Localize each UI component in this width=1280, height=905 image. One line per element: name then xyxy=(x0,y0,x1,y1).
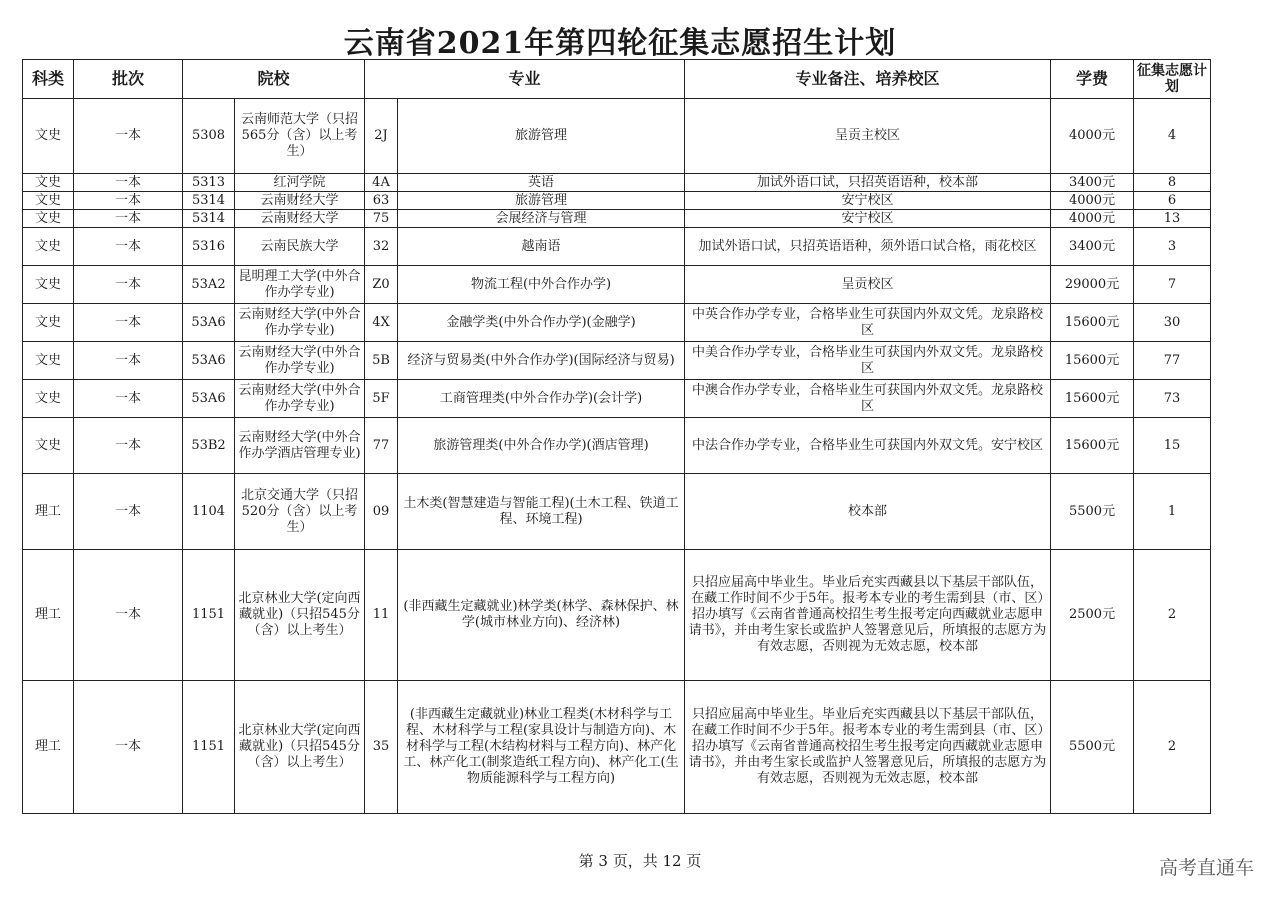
cell-school-code: 53A6 xyxy=(183,304,235,342)
cell-major: 金融学类(中外合作办学)(金融学) xyxy=(398,304,685,342)
cell-school-code: 5313 xyxy=(183,174,235,192)
cell-major: 旅游管理 xyxy=(398,192,685,210)
cell-plan: 7 xyxy=(1134,266,1211,304)
cell-category: 文史 xyxy=(23,380,74,418)
cell-school-name: 云南财经大学(中外合作办学专业) xyxy=(235,342,365,380)
cell-school-name: 云南财经大学(中外合作办学专业) xyxy=(235,304,365,342)
cell-major: (非西藏生定藏就业)林学类(林学、森林保护、林学(城市林业方向)、经济林) xyxy=(398,550,685,681)
cell-school-code: 1104 xyxy=(183,474,235,550)
cell-batch: 一本 xyxy=(74,474,183,550)
table-row xyxy=(23,228,1211,266)
cell-tuition: 3400元 xyxy=(1051,228,1134,266)
cell-plan: 2 xyxy=(1134,550,1211,681)
cell-notes: 只招应届高中毕业生。毕业后充实西藏县以下基层干部队伍，在藏工作时间不少于5年。报考本专业的考生需到县（市、区）招办填写《云南省普通高校招生考生报考定向西藏就业志愿申请书》，并由考生家长或监护人签署意见后，所填报的志愿方为有效志愿，否则视为无效志愿，校本部 xyxy=(685,681,1051,814)
table-row xyxy=(23,210,1211,228)
cell-plan: 77 xyxy=(1134,342,1211,380)
cell-school-name: 北京交通大学（只招520分（含）以上考生） xyxy=(235,474,365,550)
cell-major-code: 5B xyxy=(365,342,398,380)
header-notes: 专业备注、培养校区 xyxy=(685,60,1051,99)
cell-major-code: 4A xyxy=(365,174,398,192)
cell-batch: 一本 xyxy=(74,210,183,228)
cell-major-code: 35 xyxy=(365,681,398,814)
header-major: 专业 xyxy=(365,60,685,99)
header-batch: 批次 xyxy=(74,60,183,99)
cell-tuition: 3400元 xyxy=(1051,174,1134,192)
cell-school-code: 5314 xyxy=(183,192,235,210)
cell-category: 文史 xyxy=(23,99,74,174)
cell-major: 物流工程(中外合作办学) xyxy=(398,266,685,304)
page-title: 云南省2021年第四轮征集志愿招生计划 xyxy=(343,26,897,61)
cell-major: 旅游管理 xyxy=(398,99,685,174)
cell-school-code: 53B2 xyxy=(183,418,235,474)
cell-school-code: 5316 xyxy=(183,228,235,266)
cell-tuition: 15600元 xyxy=(1051,380,1134,418)
cell-school-name: 昆明理工大学(中外合作办学专业) xyxy=(235,266,365,304)
cell-category: 理工 xyxy=(23,550,74,681)
cell-school-name: 北京林业大学(定向西藏就业)（只招545分（含）以上考生） xyxy=(235,681,365,814)
cell-major-code: 11 xyxy=(365,550,398,681)
table-row xyxy=(23,304,1211,342)
cell-category: 文史 xyxy=(23,174,74,192)
cell-school-code: 1151 xyxy=(183,681,235,814)
cell-batch: 一本 xyxy=(74,99,183,174)
cell-category: 理工 xyxy=(23,474,74,550)
cell-school-code: 53A6 xyxy=(183,380,235,418)
cell-batch: 一本 xyxy=(74,228,183,266)
cell-notes: 中英合作办学专业，合格毕业生可获国内外双文凭。龙泉路校区 xyxy=(685,304,1051,342)
table-row xyxy=(23,192,1211,210)
cell-plan: 30 xyxy=(1134,304,1211,342)
cell-tuition: 15600元 xyxy=(1051,418,1134,474)
cell-batch: 一本 xyxy=(74,418,183,474)
cell-school-code: 1151 xyxy=(183,550,235,681)
cell-batch: 一本 xyxy=(74,681,183,814)
cell-major-code: 4X xyxy=(365,304,398,342)
cell-major-code: 63 xyxy=(365,192,398,210)
cell-major-code: 2J xyxy=(365,99,398,174)
cell-plan: 6 xyxy=(1134,192,1211,210)
cell-school-code: 53A2 xyxy=(183,266,235,304)
cell-notes: 加试外语口试，只招英语语种，校本部 xyxy=(685,174,1051,192)
cell-school-name: 云南财经大学(中外合作办学专业) xyxy=(235,380,365,418)
cell-notes: 加试外语口试，只招英语语种，须外语口试合格，雨花校区 xyxy=(685,228,1051,266)
table-row xyxy=(23,99,1211,174)
cell-school-name: 北京林业大学(定向西藏就业)（只招545分（含）以上考生） xyxy=(235,550,365,681)
cell-notes: 安宁校区 xyxy=(685,192,1051,210)
cell-major: 旅游管理类(中外合作办学)(酒店管理) xyxy=(398,418,685,474)
cell-school-code: 5308 xyxy=(183,99,235,174)
cell-category: 文史 xyxy=(23,304,74,342)
cell-major: 会展经济与管理 xyxy=(398,210,685,228)
table-row xyxy=(23,266,1211,304)
cell-notes: 中美合作办学专业，合格毕业生可获国内外双文凭。龙泉路校区 xyxy=(685,342,1051,380)
cell-batch: 一本 xyxy=(74,192,183,210)
cell-major: 土木类(智慧建造与智能工程)(土木工程、铁道工程、环境工程) xyxy=(398,474,685,550)
cell-tuition: 5500元 xyxy=(1051,681,1134,814)
cell-batch: 一本 xyxy=(74,304,183,342)
cell-tuition: 15600元 xyxy=(1051,304,1134,342)
cell-notes: 中澳合作办学专业，合格毕业生可获国内外双文凭。龙泉路校区 xyxy=(685,380,1051,418)
cell-category: 文史 xyxy=(23,342,74,380)
cell-tuition: 29000元 xyxy=(1051,266,1134,304)
table-row xyxy=(23,174,1211,192)
cell-category: 理工 xyxy=(23,681,74,814)
cell-tuition: 4000元 xyxy=(1051,210,1134,228)
cell-major: 英语 xyxy=(398,174,685,192)
cell-notes: 安宁校区 xyxy=(685,210,1051,228)
cell-tuition: 5500元 xyxy=(1051,474,1134,550)
cell-notes: 校本部 xyxy=(685,474,1051,550)
cell-category: 文史 xyxy=(23,228,74,266)
cell-tuition: 2500元 xyxy=(1051,550,1134,681)
cell-plan: 8 xyxy=(1134,174,1211,192)
cell-batch: 一本 xyxy=(74,550,183,681)
cell-plan: 1 xyxy=(1134,474,1211,550)
table-row xyxy=(23,681,1211,814)
cell-batch: 一本 xyxy=(74,174,183,192)
cell-major: 经济与贸易类(中外合作办学)(国际经济与贸易) xyxy=(398,342,685,380)
cell-major-code: Z0 xyxy=(365,266,398,304)
cell-batch: 一本 xyxy=(74,266,183,304)
cell-major-code: 75 xyxy=(365,210,398,228)
cell-major: (非西藏生定藏就业)林业工程类(木材科学与工程、木材科学与工程(家具设计与制造方向)、木材科学与工程(木结构材料与工程方向)、林产化工、林产化工(制浆造纸工程方向)、林产化工(生物质能源科学与工程方向) xyxy=(398,681,685,814)
cell-category: 文史 xyxy=(23,192,74,210)
cell-school-name: 红河学院 xyxy=(235,174,365,192)
cell-category: 文史 xyxy=(23,418,74,474)
cell-major: 越南语 xyxy=(398,228,685,266)
table-row xyxy=(23,550,1211,681)
table-row xyxy=(23,342,1211,380)
cell-school-code: 53A6 xyxy=(183,342,235,380)
header-category: 科类 xyxy=(23,60,74,99)
cell-tuition: 4000元 xyxy=(1051,99,1134,174)
cell-notes: 呈贡校区 xyxy=(685,266,1051,304)
cell-notes: 只招应届高中毕业生。毕业后充实西藏县以下基层干部队伍，在藏工作时间不少于5年。报考本专业的考生需到县（市、区）招办填写《云南省普通高校招生考生报考定向西藏就业志愿申请书》，并由考生家长或监护人签署意见后，所填报的志愿方为有效志愿，否则视为无效志愿，校本部 xyxy=(685,550,1051,681)
cell-plan: 13 xyxy=(1134,210,1211,228)
cell-tuition: 15600元 xyxy=(1051,342,1134,380)
header-row xyxy=(23,60,1211,99)
cell-plan: 3 xyxy=(1134,228,1211,266)
cell-school-name: 云南财经大学 xyxy=(235,210,365,228)
cell-category: 文史 xyxy=(23,266,74,304)
table-row xyxy=(23,418,1211,474)
header-plan: 征集志愿计划 xyxy=(1134,60,1211,99)
cell-notes: 呈贡主校区 xyxy=(685,99,1051,174)
cell-school-name: 云南财经大学(中外合作办学酒店管理专业) xyxy=(235,418,365,474)
cell-school-name: 云南民族大学 xyxy=(235,228,365,266)
cell-plan: 4 xyxy=(1134,99,1211,174)
page-footer: 第 3 页，共 12 页 xyxy=(578,852,702,870)
cell-major-code: 09 xyxy=(365,474,398,550)
cell-school-code: 5314 xyxy=(183,210,235,228)
cell-notes: 中法合作办学专业，合格毕业生可获国内外双文凭。安宁校区 xyxy=(685,418,1051,474)
watermark-text: 高考直通车 xyxy=(1158,857,1254,879)
cell-major-code: 77 xyxy=(365,418,398,474)
header-school: 院校 xyxy=(183,60,365,99)
header-tuition: 学费 xyxy=(1051,60,1134,99)
cell-major-code: 5F xyxy=(365,380,398,418)
admission-plan-table xyxy=(22,59,1211,814)
cell-batch: 一本 xyxy=(74,380,183,418)
cell-plan: 15 xyxy=(1134,418,1211,474)
table-row xyxy=(23,380,1211,418)
table-row xyxy=(23,474,1211,550)
cell-category: 文史 xyxy=(23,210,74,228)
cell-school-name: 云南师范大学（只招565分（含）以上考生） xyxy=(235,99,365,174)
cell-plan: 2 xyxy=(1134,681,1211,814)
cell-major: 工商管理类(中外合作办学)(会计学) xyxy=(398,380,685,418)
cell-school-name: 云南财经大学 xyxy=(235,192,365,210)
cell-tuition: 4000元 xyxy=(1051,192,1134,210)
cell-batch: 一本 xyxy=(74,342,183,380)
cell-major-code: 32 xyxy=(365,228,398,266)
cell-plan: 73 xyxy=(1134,380,1211,418)
